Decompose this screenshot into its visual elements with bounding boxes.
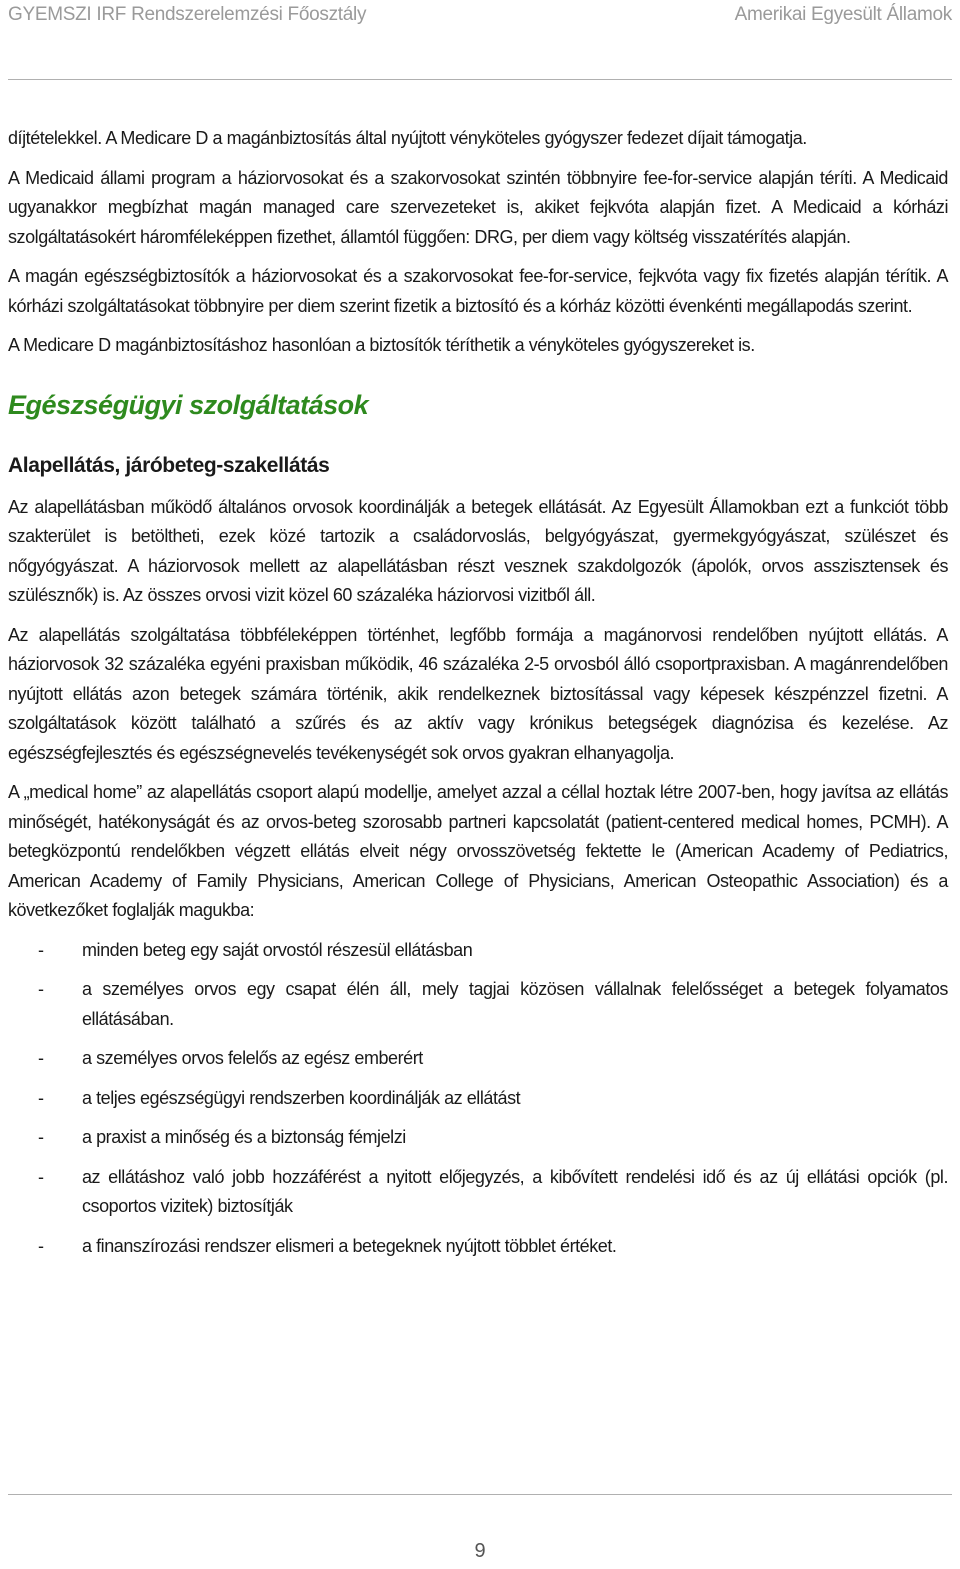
document-body: [8, 124, 948, 1271]
header-divider: [8, 79, 952, 80]
list-item-text: a személyes orvos felelős az egész emberért: [82, 1048, 423, 1068]
list-marker: -: [38, 1048, 44, 1068]
list-item: [8, 1084, 948, 1114]
paragraph: A magán egészségbiztosítók a háziorvosokat és a szakorvosokat fee-for-service, fejkvóta vagy fix fizetés alapján térítik. A kórházi szolgáltatásokat többnyire per diem szerint fizetik a biztosító és a kórház közötti évenkénti megállapodás szerint.: [8, 266, 948, 316]
pcmh-principles-list: [8, 936, 948, 1262]
list-item: [8, 975, 948, 1034]
footer-divider: [8, 1494, 952, 1495]
list-marker: -: [38, 1235, 44, 1256]
list-item-text: az ellátáshoz való jobb hozzáférést a nyitott előjegyzés, a kibővített rendelési idő és az új ellátási opciók (pl. csoportos vizitek) biztosítják: [82, 1166, 948, 1216]
paragraph: A „medical home” az alapellátás csoport alapú modellje, amelyet azzal a céllal hoztak létre 2007-ben, hogy javítsa az ellátás minőségét, hatékonyságát és az orvos-beteg szorosabb partneri kapcsolatát (patient-centered medical homes, PCMH). A betegközpontú rendelőkben végzett ellátás elveit négy orvosszövetség fektette le (American Academy of Pediatrics, American Academy of Family Physicians, American College of Physicians, American Osteopathic Association) és a következőket foglalják magukba:: [8, 782, 948, 920]
list-marker: -: [38, 939, 44, 960]
list-marker: -: [38, 1127, 44, 1147]
list-item-text: a személyes orvos egy csapat élén áll, mely tagjai közösen vállalnak felelősséget a betegek folyamatos ellátásában.: [82, 979, 948, 1029]
header-right-title: Amerikai Egyesült Államok: [734, 4, 952, 25]
list-item-text: a praxist a minőség és a biztonság fémjelzi: [82, 1127, 406, 1147]
list-marker: -: [38, 1087, 44, 1108]
page-number: 9: [474, 1540, 486, 1562]
list-item: [8, 1163, 948, 1222]
list-item-text: a finanszírozási rendszer elismeri a betegeknek nyújtott többlet értéket.: [82, 1235, 617, 1256]
subsection-title: Alapellátás, járóbeteg-szakellátás: [8, 453, 330, 477]
list-item: [8, 936, 948, 966]
page-header: [8, 4, 952, 34]
list-item-text: a teljes egészségügyi rendszerben koordinálják az ellátást: [82, 1087, 521, 1108]
header-left-title: GYEMSZI IRF Rendszerelemzési Főosztály: [8, 4, 367, 25]
list-item: [8, 1123, 948, 1153]
list-marker: -: [38, 1166, 44, 1187]
paragraph: díjtételekkel. A Medicare D a magánbiztosítás által nyújtott vényköteles gyógyszer fedezet díjait támogatja.: [8, 128, 807, 148]
paragraph: Az alapellátásban működő általános orvosok koordinálják a betegek ellátását. Az Egyesült Államokban ezt a funkciót több szakterület is betöltheti, ezek közé tartozik a családorvoslás, belgyógyászat, gyermekgyógyászat, szülészet és nőgyógyászat. A háziorvosok mellett az alapellátásban részt vesznek szakdolgozók (ápolók, orvos asszisztensek és szülésznők) is. Az összes orvosi vizit közel 60 százaléka háziorvosi vizitből áll.: [8, 496, 948, 605]
paragraph: A Medicare D magánbiztosításhoz hasonlóan a biztosítók téríthetik a vényköteles gyógyszereket is.: [8, 335, 755, 355]
list-item: [8, 1232, 948, 1262]
list-item: [8, 1044, 948, 1074]
section-title: Egészségügyi szolgáltatások: [8, 389, 369, 420]
list-marker: -: [38, 979, 44, 999]
paragraph: A Medicaid állami program a háziorvosokat és a szakorvosokat szintén többnyire fee-for-service alapján téríti. A Medicaid ugyanakkor megbízhat magán managed care szervezeteket is, akiket fejkvóta alapján fizet. A Medicaid a kórházi szolgáltatásokért háromféleképpen fizethet, államtól függően: DRG, per diem vagy költség visszatérítés alapján.: [8, 167, 948, 247]
list-item-text: minden beteg egy saját orvostól részesül ellátásban: [82, 939, 473, 960]
paragraph: Az alapellátás szolgáltatása többféleképpen történhet, legfőbb formája a magánorvosi rendelőben nyújtott ellátás. A háziorvosok 32 százaléka egyéni praxisban működik, 46 százaléka 2-5 orvosból álló csoportpraxisban. A magánrendelőben nyújtott ellátás azon betegek számára történik, akik rendelkeznek biztosítással vagy képesek készpénzzel fizetni. A szolgáltatások között található a szűrés és az aktív vagy krónikus betegségek diagnózisa és kezelése. Az egészségfejlesztés és egészségnevelés tevékenységét sok orvos gyakran elhanyagolja.: [8, 624, 948, 763]
